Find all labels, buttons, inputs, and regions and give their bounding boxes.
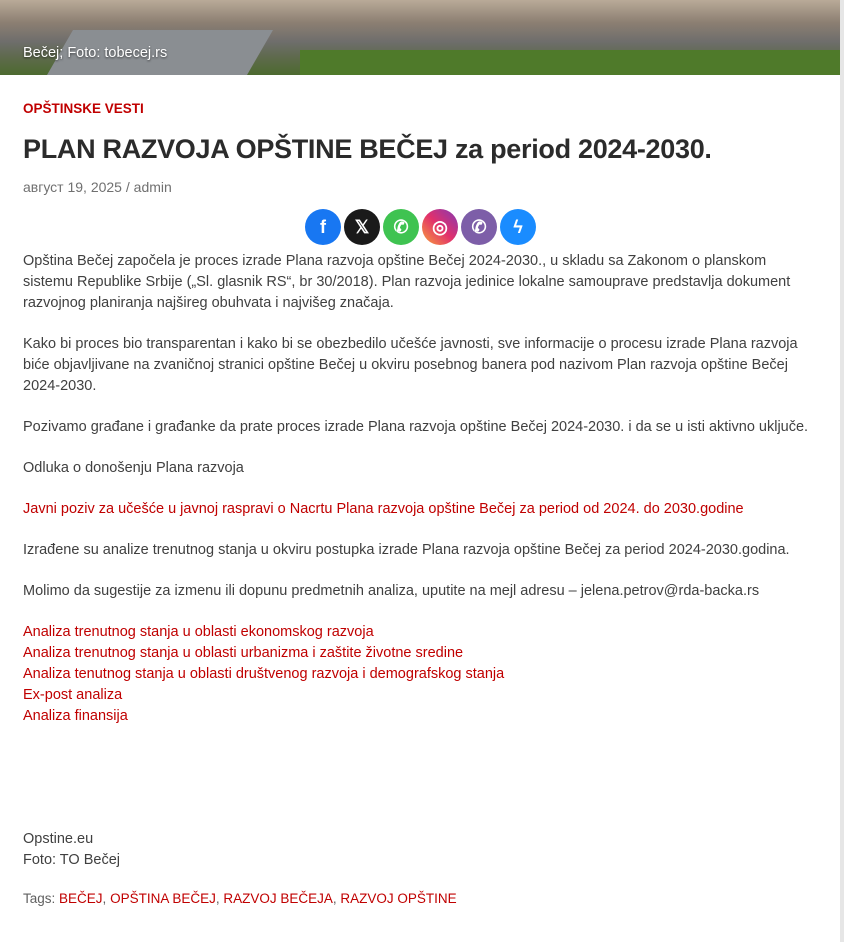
source: Opstine.eu xyxy=(23,831,94,847)
tag-link[interactable]: RAZVOJ OPŠTINE xyxy=(340,891,457,906)
viber-share-icon[interactable]: ✆ xyxy=(461,209,497,245)
analysis-link[interactable]: Analiza trenutnog stanja u oblasti urbanizma i zaštite životne sredine xyxy=(23,645,464,661)
tags: Tags: BEČEJ, OPŠTINA BEČEJ, RAZVOJ BEČEJA, RAZVOJ OPŠTINE xyxy=(23,891,457,906)
analysis-link[interactable]: Ex-post analiza xyxy=(23,687,123,703)
facebook-share-icon[interactable]: f xyxy=(305,209,341,245)
x-share-icon[interactable]: 𝕏 xyxy=(344,209,380,245)
scrollbar[interactable] xyxy=(840,0,844,942)
hero-grass xyxy=(300,50,840,75)
messenger-share-icon[interactable]: ϟ xyxy=(500,209,536,245)
meta-separator: / xyxy=(121,179,134,195)
tags-label: Tags: xyxy=(23,891,60,906)
article xyxy=(23,100,818,906)
paragraph: Pozivamo građane i građanke da prate proces izrade Plana razvoja opštine Bečej 2024-2030. i da se u isti aktivno uključe. xyxy=(23,419,809,435)
analysis-link[interactable]: Analiza tenutnog stanja u oblasti društvenog razvoja i demografskog stanja xyxy=(23,666,505,682)
paragraph: Opština Bečej započela je proces izrade Plana razvoja opštine Bečej 2024-2030., u skladu sa Zakonom o planskom sistemu Republike Srbije („Sl. glasnik RS“, br 30/2018). Plan razvoja jedinice lokalne samouprave predstavlja dokument razvojnog planiranja najšireg obuhvata i najvišeg značaja. xyxy=(23,253,791,311)
instagram-share-icon[interactable]: ◎ xyxy=(422,209,458,245)
public-call-link[interactable]: Javni poziv za učešće u javnoj raspravi o Nacrtu Plana razvoja opštine Bečej za period od 2024. do 2030.godine xyxy=(23,501,744,517)
tag-link[interactable]: RAZVOJ BEČEJA xyxy=(223,891,333,906)
tag-link[interactable]: OPŠTINA BEČEJ xyxy=(110,891,216,906)
paragraph: Odluka o donošenju Plana razvoja xyxy=(23,460,244,476)
page-title: PLAN RAZVOJA OPŠTINE BEČEJ za period 2024-2030. xyxy=(23,134,712,164)
analysis-links xyxy=(23,622,818,727)
post-author[interactable]: admin xyxy=(133,179,172,195)
category-link[interactable]: OPŠTINSKE VESTI xyxy=(23,101,144,116)
tag-link[interactable]: BEČEJ xyxy=(59,891,103,906)
analysis-link[interactable]: Analiza trenutnog stanja u oblasti ekonomskog razvoja xyxy=(23,624,374,640)
share-buttons xyxy=(23,209,818,245)
photo-credit: Foto: TO Bečej xyxy=(23,852,120,868)
hero-caption: Bečej; Foto: tobecej.rs xyxy=(23,45,168,61)
post-date[interactable]: август 19, 2025 xyxy=(23,179,122,195)
post-meta xyxy=(23,179,818,195)
paragraph: Izrađene su analize trenutnog stanja u okviru postupka izrade Plana razvoja opštine Bečej za period 2024-2030.godina. xyxy=(23,542,790,558)
analysis-link[interactable]: Analiza finansija xyxy=(23,708,128,724)
paragraph: Molimo da sugestije za izmenu ili dopunu predmetnih analiza, uputite na mejl adresu – jelena.petrov@rda-backa.rs xyxy=(23,583,760,599)
whatsapp-share-icon[interactable]: ✆ xyxy=(383,209,419,245)
paragraph: Kako bi proces bio transparentan i kako bi se obezbedilo učešće javnosti, sve informacije o procesu izrade Plana razvoja biće objavljivane na zvaničnoj stranici opštine Bečej u okviru posebnog banera pod nazivom Plan razvoja opštine Bečej 2024-2030. xyxy=(23,336,798,394)
hero-image xyxy=(0,0,840,75)
